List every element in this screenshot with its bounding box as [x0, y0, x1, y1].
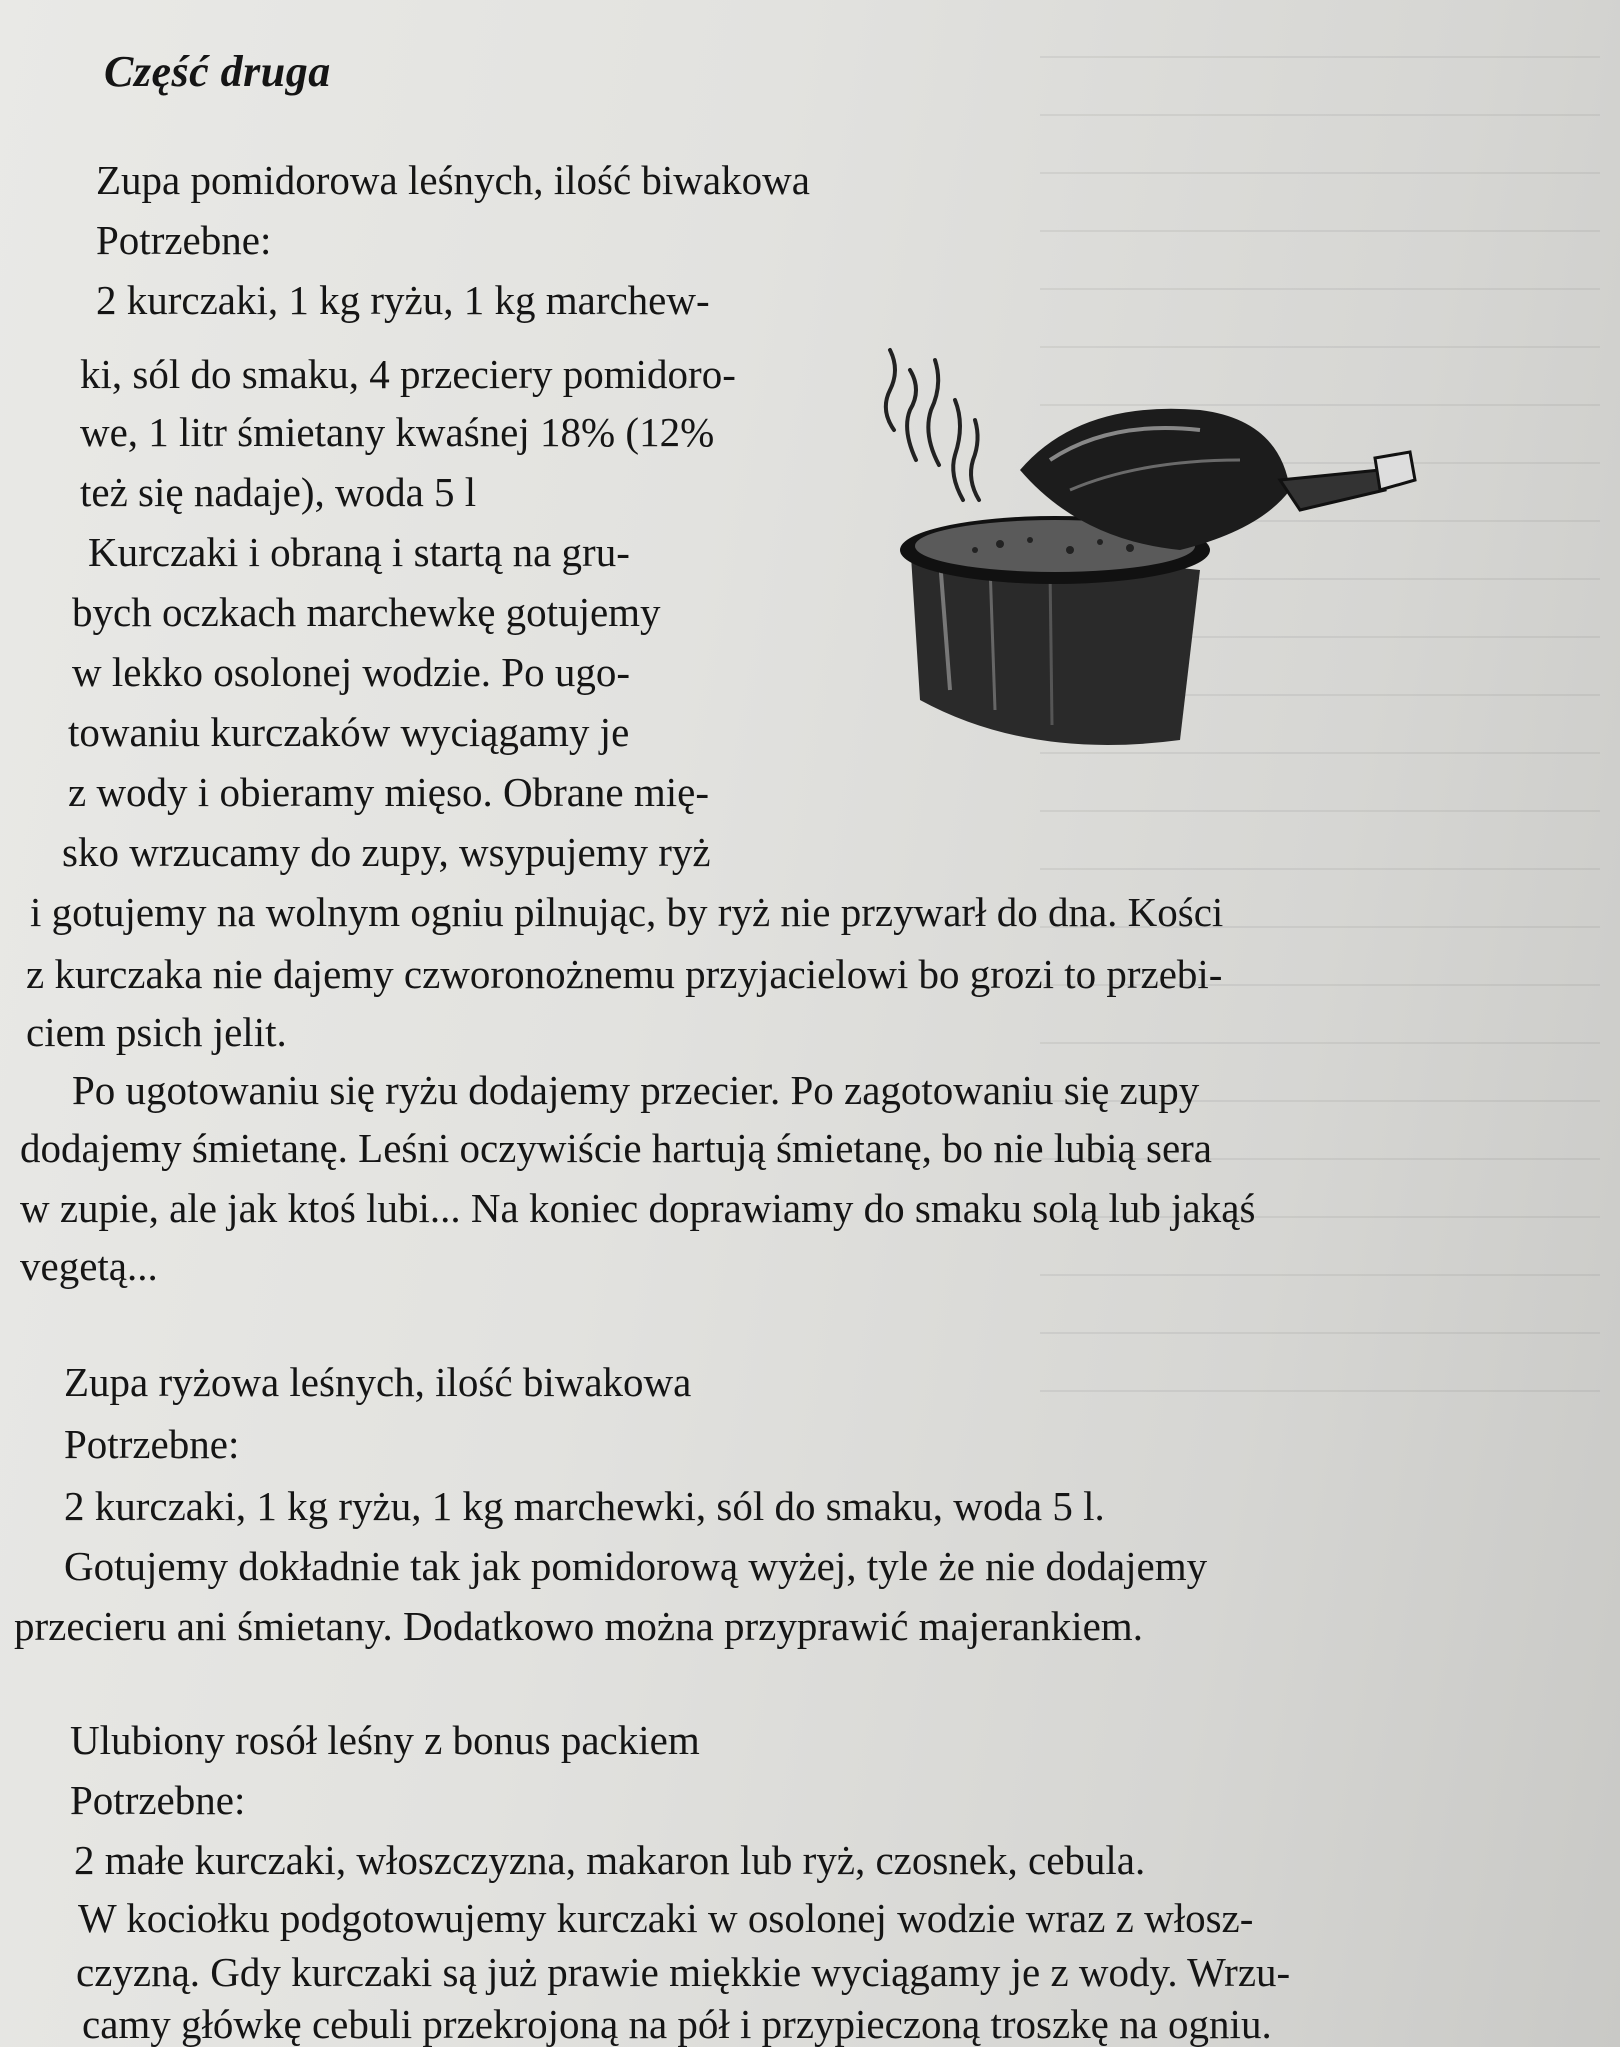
needed-label: Potrzebne:	[96, 217, 272, 263]
body-line: przecieru ani śmietany. Dodatkowo można przyprawić majerankiem.	[14, 1603, 1143, 1649]
body-line: ciem psich jelit.	[26, 1009, 287, 1055]
body-line: z kurczaka nie dajemy czworonożnemu przyjacielowi bo grozi to przebi-	[26, 951, 1223, 997]
recipe-title: Zupa ryżowa leśnych, ilość biwakowa	[64, 1359, 692, 1405]
ingredients-line: we, 1 litr śmietany kwaśnej 18% (12%	[80, 409, 715, 455]
body-line: dodajemy śmietanę. Leśni oczywiście hartują śmietanę, bo nie lubią sera	[20, 1125, 1213, 1171]
needed-label: Potrzebne:	[64, 1421, 240, 1467]
body-line: z wody i obieramy mięso. Obrane mię-	[68, 769, 710, 815]
body-line: camy główkę cebuli przekrojoną na pół i przypieczoną troszkę na ogniu.	[82, 2001, 1272, 2047]
section-title: Część druga	[104, 47, 331, 96]
body-line: Po ugotowaniu się ryżu dodajemy przecier. Po zagotowaniu się zupy	[72, 1067, 1200, 1113]
ingredients-line: 2 małe kurczaki, włoszczyzna, makaron lub ryż, czosnek, cebula.	[74, 1837, 1146, 1883]
recipe-title: Zupa pomidorowa leśnych, ilość biwakowa	[96, 157, 810, 203]
body-line: sko wrzucamy do zupy, wsypujemy ryż	[62, 829, 711, 875]
needed-label: Potrzebne:	[70, 1777, 246, 1823]
body-line: W kociołku podgotowujemy kurczaki w osolonej wodzie wraz z włosz-	[78, 1895, 1254, 1941]
ingredients-line: ki, sól do smaku, 4 przeciery pomidoro-	[80, 351, 736, 397]
pot-icon	[900, 516, 1210, 745]
body-line: bych oczkach marchewkę gotujemy	[72, 589, 661, 635]
body-line: w zupie, ale jak ktoś lubi... Na koniec doprawiamy do smaku solą lub jakąś	[20, 1185, 1256, 1231]
steaming-pot-with-lid-icon	[880, 340, 1460, 770]
body-line: i gotujemy na wolnym ogniu pilnując, by ryż nie przywarł do dna. Kości	[30, 889, 1224, 935]
body-line: vegetą...	[20, 1243, 158, 1289]
body-line: czyzną. Gdy kurczaki są już prawie miękkie wyciągamy je z wody. Wrzu-	[76, 1949, 1291, 1995]
steam-icon	[886, 350, 979, 500]
ingredients-line: też się nadaje), woda 5 l	[80, 469, 477, 515]
body-line: Kurczaki i obraną i startą na gru-	[88, 529, 630, 575]
body-line: w lekko osolonej wodzie. Po ugo-	[72, 649, 630, 695]
body-line: Gotujemy dokładnie tak jak pomidorową wyżej, tyle że nie dodajemy	[64, 1543, 1208, 1589]
body-line: towaniu kurczaków wyciągamy je	[68, 709, 630, 755]
ingredients-line: 2 kurczaki, 1 kg ryżu, 1 kg marchewki, sól do smaku, woda 5 l.	[64, 1483, 1105, 1529]
recipe-title: Ulubiony rosół leśny z bonus packiem	[70, 1717, 700, 1763]
ingredients-line: 2 kurczaki, 1 kg ryżu, 1 kg marchew-	[96, 277, 710, 323]
